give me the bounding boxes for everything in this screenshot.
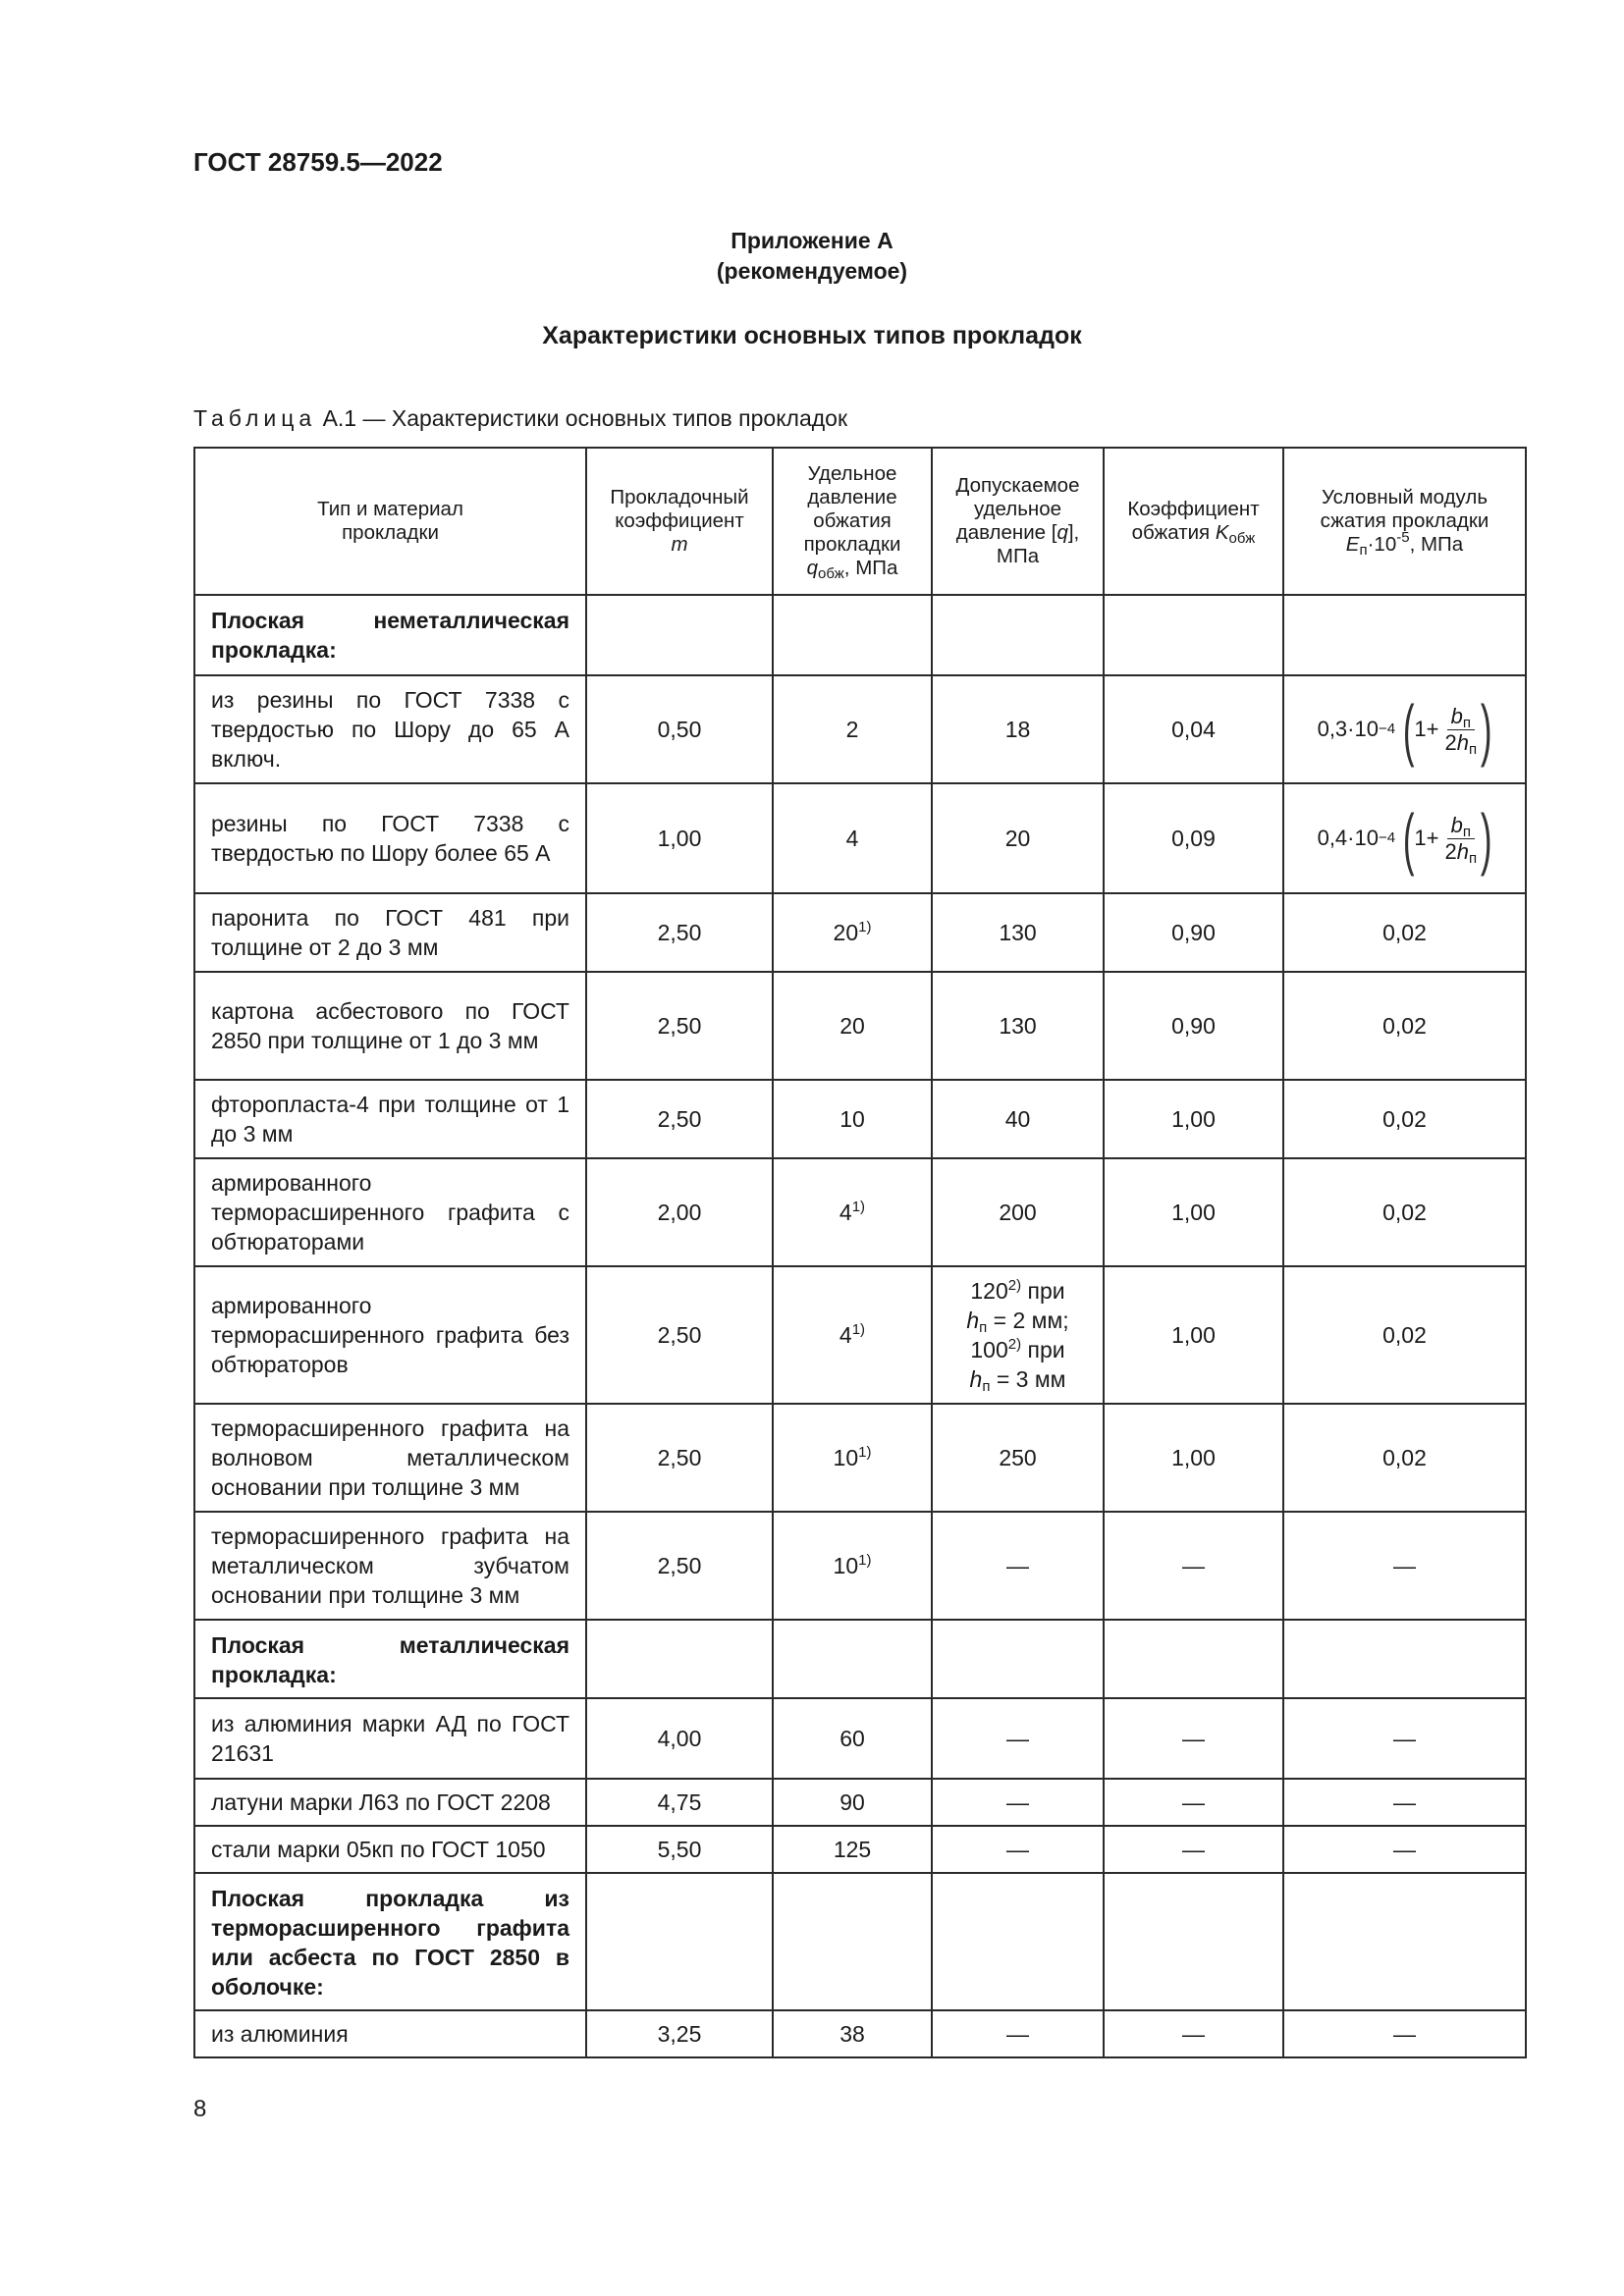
compression-modulus: 0,02 xyxy=(1283,893,1526,972)
coefficient-m: 2,50 xyxy=(586,1080,773,1158)
table-row xyxy=(194,783,1526,893)
table-row xyxy=(194,893,1526,972)
coefficient-m: 4,75 xyxy=(586,1779,773,1826)
coefficient-m: 4,00 xyxy=(586,1698,773,1779)
specific-pressure: 60 xyxy=(773,1698,932,1779)
allowable-pressure: 250 xyxy=(932,1404,1104,1512)
specific-pressure: 10$^{1)}$ xyxy=(773,1404,932,1512)
section-heading: Плоская неметаллическая прокладка: xyxy=(194,595,586,675)
appendix-name: Характеристики основных типов прокладок xyxy=(542,322,1082,349)
allowable-pressure: — xyxy=(932,2010,1104,2057)
compression-coefficient: 0,09 xyxy=(1104,783,1283,893)
allowable-pressure: 200 xyxy=(932,1158,1104,1266)
compression-coefficient: — xyxy=(1104,1779,1283,1826)
specific-pressure: 20$^{1)}$ xyxy=(773,893,932,972)
header-type-material: Тип и материал прокладки xyxy=(194,448,586,595)
header-compression-coefficient: Коэффициент обжатия $K_{обж}$ xyxy=(1104,448,1283,595)
specific-pressure: 2 xyxy=(773,675,932,783)
coefficient-m: 5,50 xyxy=(586,1826,773,1873)
compression-modulus: — xyxy=(1283,1698,1526,1779)
specific-pressure: 20 xyxy=(773,972,932,1080)
compression-modulus: 0,02 xyxy=(1283,1266,1526,1404)
table-row xyxy=(194,1512,1526,1620)
appendix-subtitle: (рекомендуемое) xyxy=(716,258,908,284)
gasket-name: армированного терморасширенного графита с обтюраторами xyxy=(194,1158,586,1266)
coefficient-m: 2,50 xyxy=(586,1512,773,1620)
coefficient-m: 2,50 xyxy=(586,1404,773,1512)
allowable-pressure: 130 xyxy=(932,893,1104,972)
table-caption-prefix: Таблица xyxy=(193,405,317,431)
section-row xyxy=(194,1620,1526,1698)
compression-coefficient: 0,04 xyxy=(1104,675,1283,783)
specific-pressure: 10$^{1)}$ xyxy=(773,1512,932,1620)
compression-modulus: 0,02 xyxy=(1283,1404,1526,1512)
appendix-title: Приложение А xyxy=(731,228,893,253)
gasket-name: паронита по ГОСТ 481 при толщине от 2 до 3 мм xyxy=(194,893,586,972)
coefficient-m: 0,50 xyxy=(586,675,773,783)
table-header-row xyxy=(194,448,1526,595)
compression-coefficient: 1,00 xyxy=(1104,1158,1283,1266)
specific-pressure: 4 xyxy=(773,783,932,893)
compression-coefficient: — xyxy=(1104,2010,1283,2057)
compression-modulus: 0,02 xyxy=(1283,1158,1526,1266)
gasket-name: из резины по ГОСТ 7338 с твердостью по Шору до 65 А включ. xyxy=(194,675,586,783)
compression-modulus: — xyxy=(1283,1826,1526,1873)
gasket-name: армированного терморасширенного графита без обтюраторов xyxy=(194,1266,586,1404)
modulus-formula: 0,4·10 −4 ( 1+ $\frac{b_п}{2h_п}$ ) xyxy=(1317,800,1492,877)
coefficient-m: 2,00 xyxy=(586,1158,773,1266)
compression-coefficient: 1,00 xyxy=(1104,1404,1283,1512)
header-compression-modulus: Условный модуль сжатия прокладки $E_п\cdot 10^{-5}$, МПа xyxy=(1283,448,1526,595)
gasket-name: из алюминия марки АД по ГОСТ 21631 xyxy=(194,1698,586,1779)
table-row xyxy=(194,1404,1526,1512)
compression-modulus: 0,02 xyxy=(1283,972,1526,1080)
table-row xyxy=(194,1826,1526,1873)
compression-modulus: — xyxy=(1283,1779,1526,1826)
modulus-formula: 0,3·10 −4 ( 1+ $\frac{b_п}{2h_п}$ ) xyxy=(1317,691,1492,768)
table-row xyxy=(194,972,1526,1080)
compression-modulus: 0,02 xyxy=(1283,1080,1526,1158)
gasket-characteristics-table xyxy=(193,447,1527,2058)
header-allowable-pressure: Допускаемое удельное давление [q], МПа xyxy=(932,448,1104,595)
table-row xyxy=(194,1158,1526,1266)
section-row xyxy=(194,595,1526,675)
coefficient-m: 2,50 xyxy=(586,893,773,972)
compression-coefficient: — xyxy=(1104,1826,1283,1873)
allowable-pressure: 120$^{2)}$ при $h_п = 2$ мм; 100$^{2)}$ при $h_п = 3$ мм xyxy=(932,1266,1104,1404)
table-row xyxy=(194,1266,1526,1404)
gasket-name: из алюминия xyxy=(194,2010,586,2057)
allowable-pressure: — xyxy=(932,1698,1104,1779)
gasket-name: латуни марки Л63 по ГОСТ 2208 xyxy=(194,1779,586,1826)
section-row xyxy=(194,1873,1526,2010)
allowable-pressure: — xyxy=(932,1826,1104,1873)
compression-modulus: — xyxy=(1283,1512,1526,1620)
document-code: ГОСТ 28759.5—2022 xyxy=(193,147,443,177)
compression-coefficient: 1,00 xyxy=(1104,1266,1283,1404)
table-caption-rest: А.1 — Характеристики основных типов прокладок xyxy=(316,405,848,431)
allowable-pressure: 20 xyxy=(932,783,1104,893)
table-row xyxy=(194,1779,1526,1826)
coefficient-m: 3,25 xyxy=(586,2010,773,2057)
page-number: 8 xyxy=(193,2096,207,2122)
specific-pressure: 4$^{1)}$ xyxy=(773,1158,932,1266)
table-row xyxy=(194,675,1526,783)
specific-pressure: 125 xyxy=(773,1826,932,1873)
section-heading: Плоская металлическая прокладка: xyxy=(194,1620,586,1698)
gasket-name: терморасширенного графита на волновом металлическом основании при толщине 3 мм xyxy=(194,1404,586,1512)
compression-coefficient: — xyxy=(1104,1512,1283,1620)
allowable-pressure: — xyxy=(932,1512,1104,1620)
header-gasket-coefficient: Прокладочный коэффициент m xyxy=(586,448,773,595)
allowable-pressure: — xyxy=(932,1779,1104,1826)
table-row xyxy=(194,1698,1526,1779)
header-specific-pressure: Удельное давление обжатия прокладки $q_{обж}$, МПа xyxy=(773,448,932,595)
coefficient-m: 2,50 xyxy=(586,972,773,1080)
section-heading: Плоская прокладка из терморасширенного графита или асбеста по ГОСТ 2850 в оболочке: xyxy=(194,1873,586,2010)
compression-coefficient: 1,00 xyxy=(1104,1080,1283,1158)
specific-pressure: 38 xyxy=(773,2010,932,2057)
compression-modulus xyxy=(1283,783,1526,893)
coefficient-m: 1,00 xyxy=(586,783,773,893)
specific-pressure: 90 xyxy=(773,1779,932,1826)
allowable-pressure: 18 xyxy=(932,675,1104,783)
gasket-name: стали марки 05кп по ГОСТ 1050 xyxy=(194,1826,586,1873)
table-caption xyxy=(193,405,847,432)
table-row xyxy=(194,2010,1526,2057)
gasket-name: фторопласта-4 при толщине от 1 до 3 мм xyxy=(194,1080,586,1158)
gasket-name: картона асбестового по ГОСТ 2850 при толщине от 1 до 3 мм xyxy=(194,972,586,1080)
allowable-pressure: 40 xyxy=(932,1080,1104,1158)
specific-pressure: 10 xyxy=(773,1080,932,1158)
compression-coefficient: — xyxy=(1104,1698,1283,1779)
allowable-pressure: 130 xyxy=(932,972,1104,1080)
compression-modulus xyxy=(1283,675,1526,783)
table-row xyxy=(194,1080,1526,1158)
specific-pressure: 4$^{1)}$ xyxy=(773,1266,932,1404)
compression-coefficient: 0,90 xyxy=(1104,972,1283,1080)
coefficient-m: 2,50 xyxy=(586,1266,773,1404)
compression-modulus: — xyxy=(1283,2010,1526,2057)
compression-coefficient: 0,90 xyxy=(1104,893,1283,972)
gasket-name: терморасширенного графита на металлическом зубчатом основании при толщине 3 мм xyxy=(194,1512,586,1620)
gasket-name: резины по ГОСТ 7338 с твердостью по Шору более 65 А xyxy=(194,783,586,893)
